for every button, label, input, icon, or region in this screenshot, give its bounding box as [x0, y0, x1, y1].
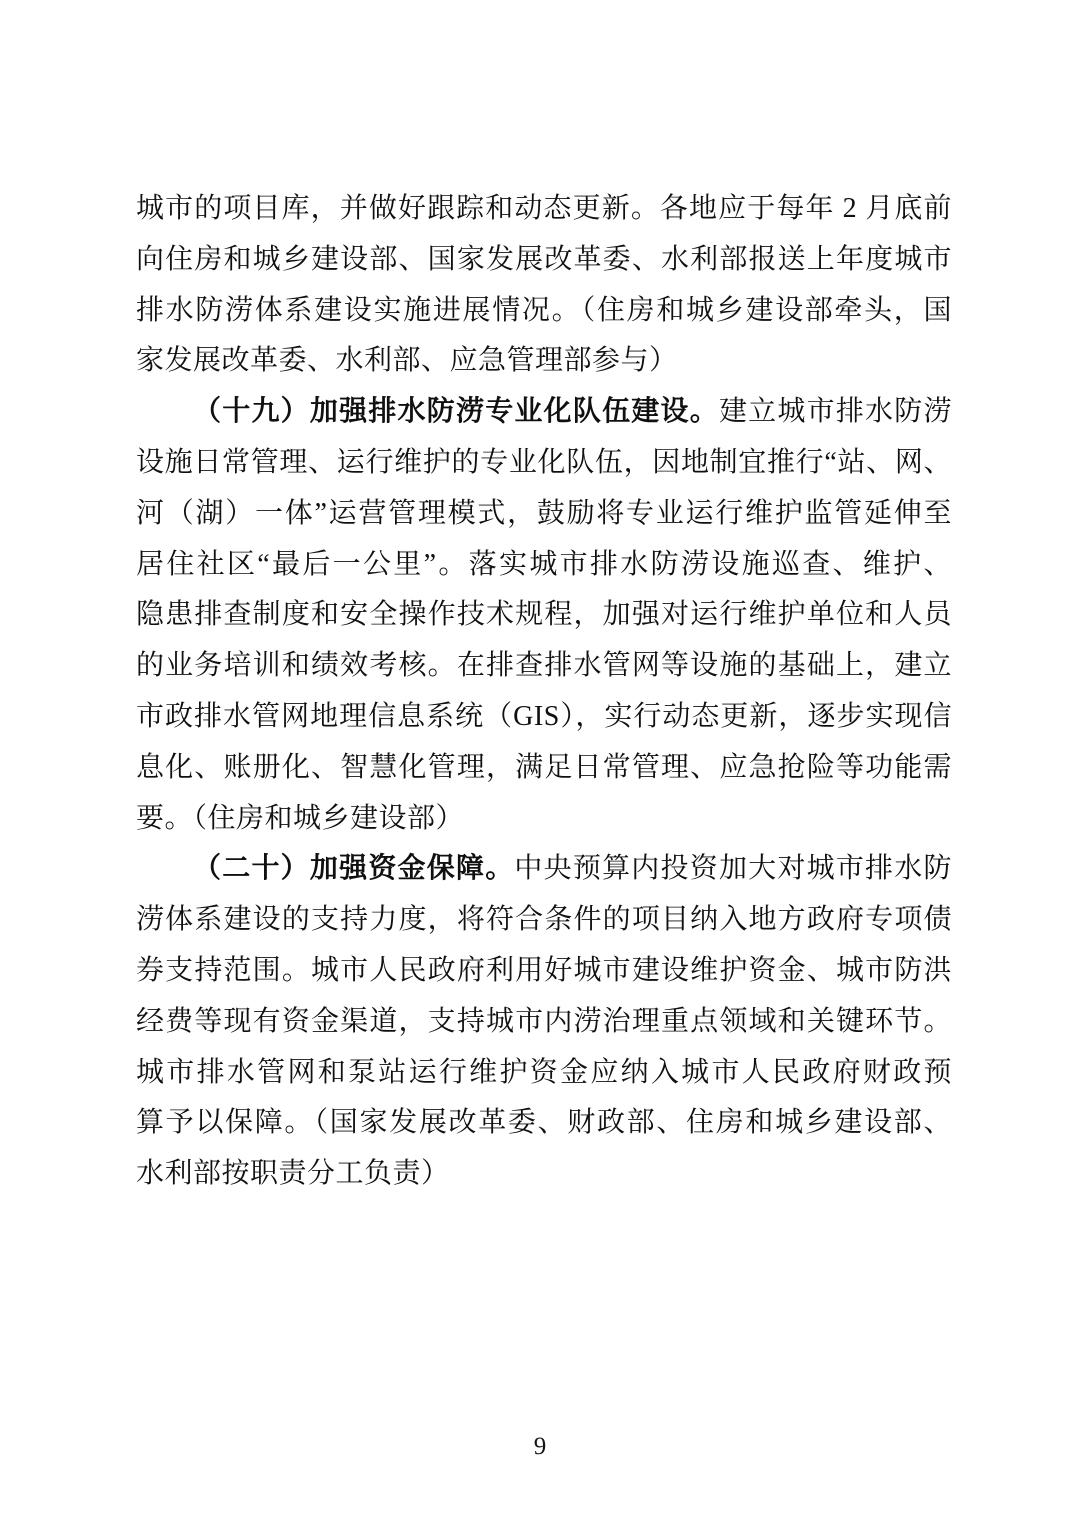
line-text: 隐患排查制度和安全操作技术规程，加强对运行维护单位和人员 — [136, 599, 952, 631]
line-text: 算予以保障。（国家发展改革委、财政部、住房和城乡建设部、 — [136, 1107, 952, 1139]
text-line — [136, 590, 952, 641]
line-text: 中央预算内投资加大对城市排水防 — [514, 853, 952, 885]
text-line — [136, 286, 952, 337]
line-text: 城市排水管网和泵站运行维护资金应纳入城市人民政府财政预 — [136, 1056, 952, 1088]
text-line — [136, 387, 952, 438]
line-text: 的业务培训和绩效考核。在排查排水管网等设施的基础上，建立 — [136, 650, 952, 682]
section-heading-19: （十九）加强排水防涝专业化队伍建设。 — [193, 396, 719, 428]
line-text: 市政排水管网地理信息系统（GIS），实行动态更新，逐步实现信 — [136, 700, 952, 732]
line-text: 涝体系建设的支持力度，将符合条件的项目纳入地方政府专项债 — [136, 904, 952, 936]
text-line — [136, 743, 952, 794]
line-text: 经费等现有资金渠道，支持城市内涝治理重点领域和关键环节。 — [136, 1005, 952, 1037]
line-text: 水利部按职责分工负责） — [136, 1158, 450, 1190]
text-line — [136, 1098, 952, 1149]
text-line — [136, 336, 952, 387]
text-line — [136, 489, 952, 540]
text-line — [136, 184, 952, 235]
section-heading-20: （二十）加强资金保障。 — [193, 853, 515, 885]
text-line — [136, 997, 952, 1048]
text-line — [136, 1149, 952, 1200]
line-text: 城市的项目库，并做好跟踪和动态更新。各地应于每年 2 月底前 — [136, 193, 952, 224]
text-line — [136, 1048, 952, 1099]
line-text: 券支持范围。城市人民政府利用好城市建设维护资金、城市防洪 — [136, 954, 952, 986]
document-body — [136, 184, 952, 1200]
text-line — [136, 844, 952, 895]
line-text: 息化、账册化、智慧化管理，满足日常管理、应急抢险等功能需 — [136, 751, 952, 783]
line-text: 建立城市排水防涝 — [718, 396, 952, 428]
text-line — [136, 794, 952, 845]
line-text: 设施日常管理、运行维护的专业化队伍，因地制宜推行“站、网、 — [136, 446, 952, 478]
line-text: 居住社区“最后一公里”。落实城市排水防涝设施巡查、维护、 — [136, 548, 952, 580]
line-text: 要。（住房和城乡建设部） — [136, 802, 465, 834]
line-text: 向住房和城乡建设部、国家发展改革委、水利部报送上年度城市 — [136, 243, 952, 275]
line-text: 排水防涝体系建设实施进展情况。（住房和城乡建设部牵头，国 — [136, 294, 952, 326]
text-line — [136, 692, 952, 743]
page-number: 9 — [533, 1433, 547, 1460]
text-line — [136, 235, 952, 286]
line-text: 河（湖）一体”运营管理模式，鼓励将专业运行维护监管延伸至 — [136, 497, 952, 529]
text-line — [136, 540, 952, 591]
line-text: 家发展改革委、水利部、应急管理部参与） — [136, 345, 678, 377]
text-line — [136, 895, 952, 946]
text-line — [136, 946, 952, 997]
text-line — [136, 641, 952, 692]
text-line — [136, 438, 952, 489]
